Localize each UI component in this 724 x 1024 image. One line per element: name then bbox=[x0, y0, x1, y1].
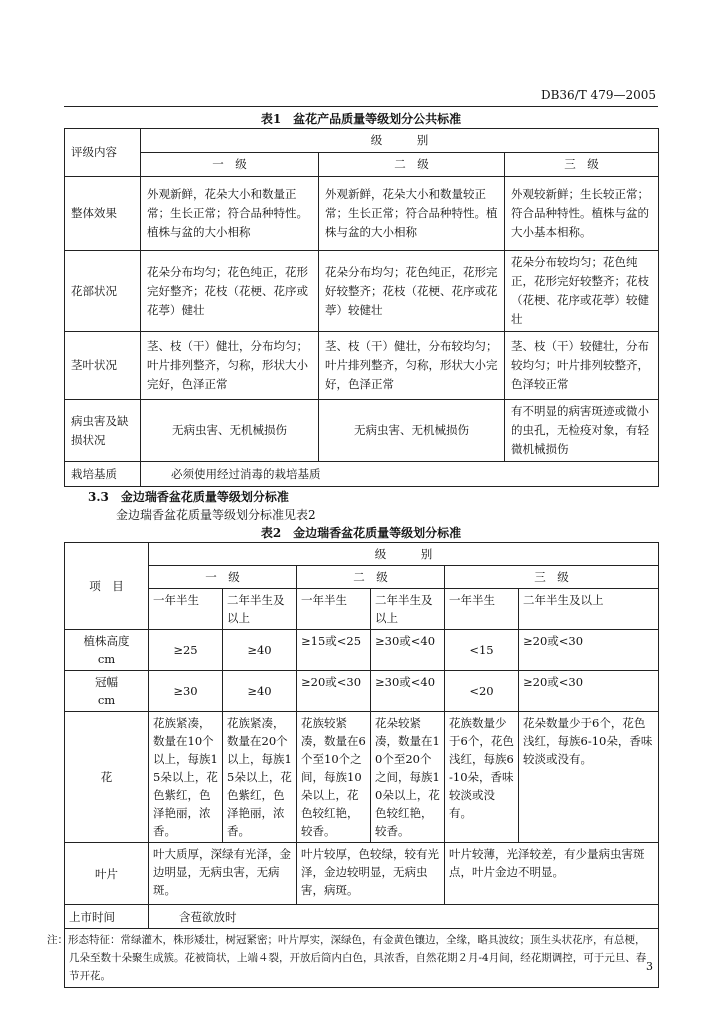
row-label: 上市时间 bbox=[65, 905, 149, 929]
table-cell: ≥40 bbox=[223, 630, 297, 671]
sub-head: 一年半生 bbox=[297, 589, 371, 630]
row-label: 整体效果 bbox=[65, 177, 141, 251]
table-row bbox=[65, 671, 659, 712]
row-label: 花部状况 bbox=[65, 251, 141, 332]
row-unit: cm bbox=[97, 693, 116, 707]
table-cell: ≥15或<25 bbox=[297, 630, 371, 671]
table1 bbox=[64, 128, 659, 487]
table-cell: 花朵分布均匀；花色纯正，花形完好整齐；花枝（花梗、花序或花葶）健壮 bbox=[141, 251, 319, 332]
table2-grade-3: 三 级 bbox=[445, 566, 659, 589]
table-cell: ≥30 bbox=[149, 671, 223, 712]
section-intro: 金边瑞香盆花质量等级划分标准见表2 bbox=[116, 508, 316, 522]
table-cell: 花朵分布均匀；花色纯正，花形完好较整齐；花枝（花梗、花序或花葶）较健壮 bbox=[319, 251, 505, 332]
table-cell: <15 bbox=[445, 630, 519, 671]
table1-caption: 表1 盆花产品质量等级划分公共标准 bbox=[260, 112, 462, 126]
table-cell: 叶片较厚，色较绿，较有光泽，金边较明显，无病虫害，病斑。 bbox=[297, 843, 445, 905]
table-cell: 有不明显的病害斑迹或微小的虫孔，无检疫对象，有轻微机械损伤 bbox=[505, 400, 659, 462]
table-cell: 必须使用经过消毒的栽培基质 bbox=[141, 462, 659, 487]
table-cell: 叶大质厚，深绿有光泽，金边明显，无病虫害，无病斑。 bbox=[149, 843, 297, 905]
sub-head: 一年半生 bbox=[149, 589, 223, 630]
table-cell: ≥30或<40 bbox=[371, 630, 445, 671]
section-heading: 3.3 金边瑞香盆花质量等级划分标准 bbox=[88, 490, 289, 504]
table-cell: 外观新鲜，花朵大小和数量正常；生长正常；符合品种特性。植株与盆的大小相称 bbox=[141, 177, 319, 251]
table-row bbox=[65, 905, 659, 929]
table-cell: 茎、枝（干）健壮，分布均匀；叶片排列整齐，匀称，形状大小完好，色泽正常 bbox=[141, 332, 319, 400]
table-cell: 茎、枝（干）健壮，分布较均匀；叶片排列整齐，匀称，形状大小完好，色泽正常 bbox=[319, 332, 505, 400]
table1-grade-3: 三 级 bbox=[505, 153, 659, 177]
sub-head: 一年半生 bbox=[445, 589, 519, 630]
table-cell: ≥20或<30 bbox=[297, 671, 371, 712]
table-cell: 含苞欲放时 bbox=[149, 905, 659, 929]
table-cell: ≥20或<30 bbox=[519, 671, 659, 712]
row-label: 病虫害及缺损状况 bbox=[65, 400, 141, 462]
table-cell: ≥25 bbox=[149, 630, 223, 671]
table-cell: 无病虫害、无机械损伤 bbox=[319, 400, 505, 462]
row-label: 花 bbox=[65, 712, 149, 843]
table-row bbox=[65, 630, 659, 671]
table-cell: <20 bbox=[445, 671, 519, 712]
table2-item-head: 项 目 bbox=[65, 543, 149, 630]
sub-head: 二年半生及以上 bbox=[223, 589, 297, 630]
table-cell: 花族数量少于6个，花色浅红，每族6-10朵，香味较淡或没有。 bbox=[445, 712, 519, 843]
table-row bbox=[65, 177, 659, 251]
document-code: DB36/T 479—2005 bbox=[540, 88, 656, 102]
table-row bbox=[65, 251, 659, 332]
row-label: 叶片 bbox=[65, 843, 149, 905]
table-cell: 花族较紧凑，数量在6个至10个之间，每族10朵以上，花色较红艳，较香。 bbox=[297, 712, 371, 843]
table-cell: 茎、枝（干）较健壮，分布较均匀；叶片排列较整齐，色泽较正常 bbox=[505, 332, 659, 400]
table2 bbox=[47, 542, 659, 988]
table-row bbox=[65, 843, 659, 905]
table-cell: 叶片较薄，光泽较差，有少量病虫害斑点，叶片金边不明显。 bbox=[445, 843, 659, 905]
table2-grade-1: 一 级 bbox=[149, 566, 297, 589]
header-rule bbox=[64, 106, 658, 107]
table1-grade-head: 级 别 bbox=[141, 129, 659, 153]
table-cell: ≥20或<30 bbox=[519, 630, 659, 671]
row-unit: cm bbox=[97, 652, 116, 666]
row-label-text: 植株高度 bbox=[83, 634, 130, 648]
table-cell: 外观新鲜，花朵大小和数量较正常；生长正常；符合品种特性。植株与盆的大小相称 bbox=[319, 177, 505, 251]
row-label: 栽培基质 bbox=[65, 462, 141, 487]
table-cell: 花朵分布较均匀；花色纯正，花形完好较整齐；花枝（花梗、花序或花葶）较健壮 bbox=[505, 251, 659, 332]
page-number: 3 bbox=[646, 960, 653, 973]
table1-grade-1: 一 级 bbox=[141, 153, 319, 177]
table2-grade-2: 二 级 bbox=[297, 566, 445, 589]
table1-grade-2: 二 级 bbox=[319, 153, 505, 177]
table2-caption: 表2 金边瑞香盆花质量等级划分标准 bbox=[260, 526, 462, 540]
table1-item-head: 评级内容 bbox=[65, 129, 141, 177]
row-label: 茎叶状况 bbox=[65, 332, 141, 400]
table-cell: 花族紧凑，数量在10个以上，每族15朵以上，花色紫红，色泽艳丽，浓香。 bbox=[149, 712, 223, 843]
row-label bbox=[65, 630, 149, 671]
table-cell: 花朵较紧凑，数量在10个至20个之间，每族10朵以上，花色较红艳，较香。 bbox=[371, 712, 445, 843]
table-cell: 外观较新鲜；生长较正常；符合品种特性。植株与盆的大小基本相称。 bbox=[505, 177, 659, 251]
table-row bbox=[65, 462, 659, 487]
table-cell: 花族紧凑，数量在20个以上，每族15朵以上，花色紫红，色泽艳丽，浓香。 bbox=[223, 712, 297, 843]
row-label-text: 冠幅 bbox=[95, 675, 118, 689]
table-row bbox=[65, 332, 659, 400]
table-row bbox=[65, 929, 659, 988]
table-cell: 花朵数量少于6个，花色浅红，每族6-10朵，香味较淡或没有。 bbox=[519, 712, 659, 843]
sub-head: 二年半生及以上 bbox=[371, 589, 445, 630]
table-row bbox=[65, 400, 659, 462]
sub-head: 二年半生及以上 bbox=[519, 589, 659, 630]
table-row bbox=[65, 712, 659, 843]
table2-note: 注：形态特征：常绿灌木，株形矮壮，树冠紧密；叶片厚实，深绿色，有金黄色镶边，全缘，略具波纹；顶生头状花序，有总梗，几朵至数十朵聚生成簇。花被筒状，上端４裂，开放后筒内白色，具浓香，自然花期２月-4月间，经花期调控，可于元旦、春节开花。 bbox=[65, 929, 659, 988]
table2-grade-head: 级 别 bbox=[149, 543, 659, 566]
table-cell: 无病虫害、无机械损伤 bbox=[141, 400, 319, 462]
table-cell: ≥30或<40 bbox=[371, 671, 445, 712]
table-cell: ≥40 bbox=[223, 671, 297, 712]
row-label bbox=[65, 671, 149, 712]
